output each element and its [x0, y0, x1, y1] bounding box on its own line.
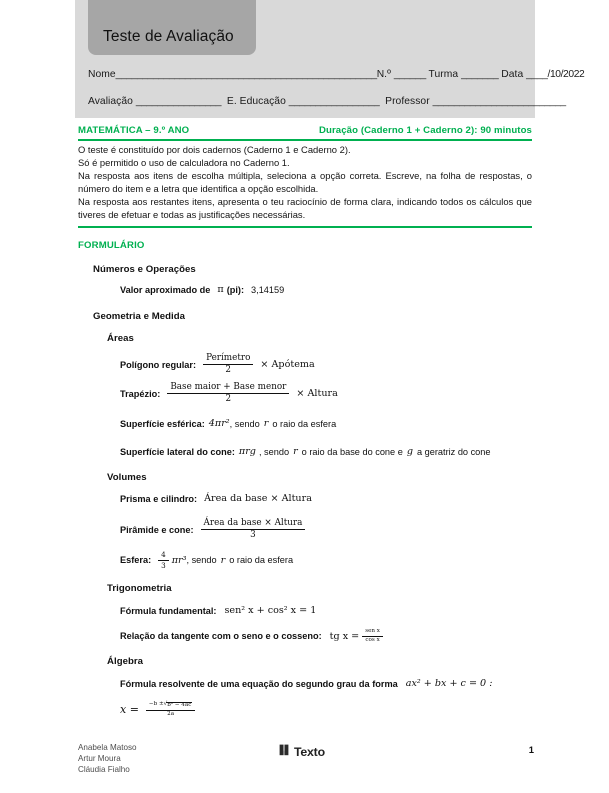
cone-note-c: a geratriz do cone	[416, 446, 491, 457]
duration-label: Duração (Caderno 1 + Caderno 2): 90 minutos	[318, 125, 532, 136]
subsection-heading-algebra: Álgebra	[107, 656, 144, 667]
formula-poligono-regular	[120, 354, 315, 375]
author-line-3: Cláudia Fialho	[78, 764, 130, 774]
subject-label: MATEMÁTICA – 9.º ANO	[78, 125, 190, 136]
tangente-denominator: cos x	[362, 636, 383, 644]
piramide-label: Pirâmide e cone:	[120, 524, 194, 535]
poligono-fraction	[203, 354, 253, 375]
esfera-label: Esfera:	[120, 555, 152, 566]
turma-label: Turma	[428, 69, 459, 80]
fundamental-formula: sen² x + cos² x = 1	[224, 605, 317, 616]
trapezio-tail: × Altura	[296, 388, 338, 400]
formula-pi	[120, 284, 284, 295]
data-label: Data	[501, 69, 524, 80]
avaliacao-label: Avaliação	[88, 96, 133, 107]
data-input-rule[interactable]: ____/10/2022	[526, 69, 585, 80]
footer-authors	[78, 743, 137, 775]
pi-label: Valor aproximado de	[120, 284, 211, 295]
tangente-label: Relação da tangente com o seno e o cosseno:	[120, 631, 322, 642]
trapezio-label: Trapézio:	[120, 388, 161, 399]
formulario-heading: FORMULÁRIO	[78, 240, 145, 251]
esferica-label: Superfície esférica:	[120, 418, 205, 429]
tangente-lhs: tg x =	[329, 630, 360, 642]
poligono-tail: × Apótema	[260, 359, 315, 371]
formula-superficie-esferica	[120, 418, 336, 429]
student-info-row-2	[88, 96, 566, 107]
formula-tangente	[120, 629, 386, 644]
nome-label: Nome	[88, 69, 116, 80]
resolvente-label: Fórmula resolvente de uma equação do segundo grau da forma	[120, 678, 398, 689]
subsection-heading-volumes: Volumes	[107, 472, 147, 483]
resolvente-equation: ax² + bx + c = 0 :	[405, 678, 493, 689]
poligono-label: Polígono regular:	[120, 359, 197, 370]
esfera-note-a: , sendo	[186, 555, 217, 566]
cone-variable-g: g	[406, 446, 413, 457]
esferica-formula: 4πr²	[208, 418, 230, 429]
resolvente-fraction	[146, 702, 195, 718]
fundamental-label: Fórmula fundamental:	[120, 605, 217, 616]
piramide-fraction	[201, 519, 306, 540]
esfera-variable-r: r	[220, 554, 226, 566]
poligono-denominator: 2	[203, 364, 253, 375]
numero-label: N.º	[376, 69, 391, 80]
square-root-icon: √ b² − 4ac	[163, 701, 192, 708]
student-info-row-1	[88, 69, 584, 80]
instruction-line-3: Na resposta aos itens de escolha múltipla, seleciona a opção correta. Escreve, na folha de respostas, o número do item e a letra que identifica a opção escolhida.	[78, 170, 532, 195]
author-line-2: Artur Moura	[78, 753, 121, 763]
divider-green-bottom	[78, 226, 532, 228]
formula-piramide-cone	[120, 519, 308, 540]
tangente-fraction	[362, 629, 383, 644]
professor-label: Professor	[385, 96, 430, 107]
poligono-numerator: Perímetro	[206, 353, 251, 363]
piramide-denominator: 3	[201, 529, 306, 540]
divider-green-top	[78, 139, 532, 141]
resolvente-denominator: 2a	[146, 710, 195, 718]
book-icon	[279, 743, 290, 761]
subject-duration-bar	[78, 125, 532, 136]
encarregado-label: E. Educação	[226, 96, 286, 107]
formula-trapezio	[120, 383, 338, 404]
trapezio-numerator: Base maior + Base menor	[170, 382, 287, 392]
formula-esfera-volume	[120, 551, 293, 569]
formula-prisma-cilindro	[120, 493, 312, 504]
cone-note-b: o raio da base do cone e	[301, 446, 403, 457]
esferica-variable-r: r	[263, 418, 269, 429]
piramide-numerator: Área da base × Altura	[203, 518, 303, 528]
esferica-note-a: , sendo	[229, 418, 260, 429]
avaliacao-input-rule[interactable]: ________________	[135, 96, 222, 107]
prisma-label: Prisma e cilindro:	[120, 493, 198, 504]
cone-formula: πrg	[238, 446, 256, 457]
instruction-line-1: O teste é constituído por dois cadernos (Caderno 1 e Caderno 2).	[78, 144, 351, 155]
formula-resolvente-intro	[120, 678, 492, 689]
resolvente-numerator	[146, 702, 195, 710]
publisher-logo	[279, 743, 325, 761]
publisher-name: Texto	[294, 745, 325, 759]
formula-resolvente	[120, 702, 198, 718]
pi-name: (pi):	[226, 284, 245, 295]
test-title-box	[88, 0, 256, 55]
resolvente-num-prefix: −b ±	[148, 701, 164, 707]
nome-input-rule[interactable]: _________________________________________________	[115, 69, 377, 80]
subsection-heading-trigonometria: Trigonometria	[107, 583, 172, 594]
esferica-note-b: o raio da esfera	[272, 418, 337, 429]
esfera-denominator: 3	[158, 560, 169, 570]
prisma-formula: Área da base × Altura	[204, 493, 312, 504]
esfera-fraction	[158, 551, 169, 569]
section-heading-geometria: Geometria e Medida	[93, 311, 186, 322]
esfera-note-b: o raio da esfera	[229, 555, 294, 566]
formula-fundamental	[120, 605, 316, 616]
cone-label: Superfície lateral do cone:	[120, 446, 235, 457]
cone-variable-r: r	[293, 446, 298, 457]
page-title: Teste de Avaliação	[103, 28, 234, 45]
header-band	[75, 0, 585, 118]
instruction-line-2: Só é permitido o uso de calculadora no Caderno 1.	[78, 157, 290, 169]
esfera-body: πr³	[171, 554, 187, 566]
instructions-block	[78, 143, 532, 222]
instruction-line-4: Na resposta aos restantes itens, apresenta o teu raciocínio de forma clara, indicando todos os cálculos que tiveres de efetuar e todas as justificações necessárias.	[78, 196, 532, 221]
trapezio-fraction	[167, 383, 289, 404]
professor-input-rule[interactable]: _________________________	[432, 96, 566, 107]
resolvente-radicand: b² − 4ac	[167, 702, 192, 708]
resolvente-lhs: x =	[120, 703, 139, 717]
esfera-numerator: 4	[161, 550, 166, 559]
author-line-1: Anabela Matoso	[78, 743, 137, 752]
tangente-numerator: sen x	[365, 628, 380, 634]
numero-input-rule[interactable]: ______	[393, 69, 426, 80]
cone-note-a: , sendo	[258, 446, 290, 457]
pi-value: 3,14159	[251, 284, 285, 295]
page-number: 1	[528, 744, 534, 755]
subsection-heading-areas: Áreas	[107, 333, 134, 344]
section-heading-numeros: Números e Operações	[93, 264, 196, 275]
turma-input-rule[interactable]: _______	[461, 69, 499, 80]
encarregado-input-rule[interactable]: _________________	[288, 96, 380, 107]
trapezio-denominator: 2	[167, 393, 289, 404]
pi-symbol: π	[217, 284, 224, 295]
formula-superficie-lateral-cone	[120, 446, 491, 457]
